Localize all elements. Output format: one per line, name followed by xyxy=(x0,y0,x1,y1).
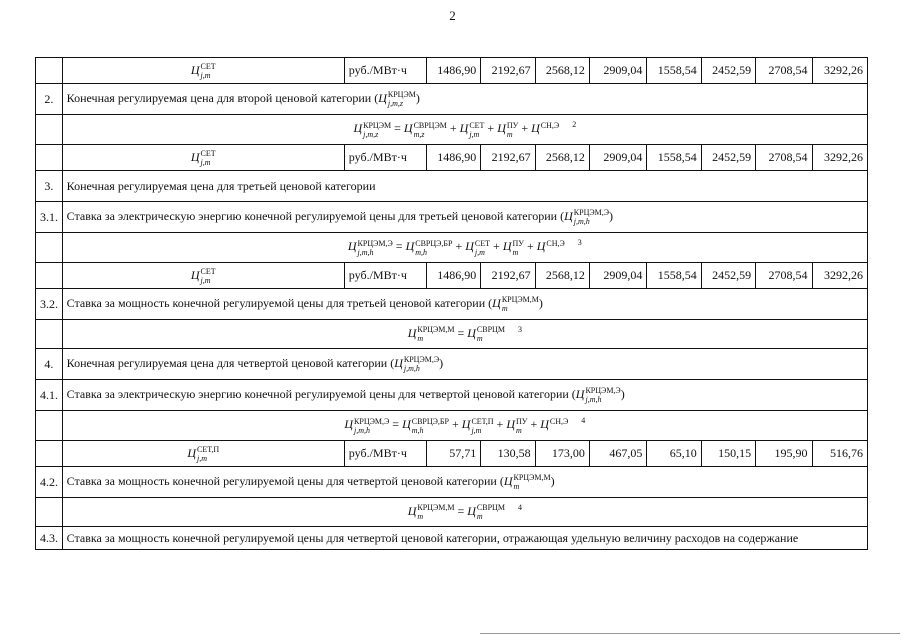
symbol-indices xyxy=(388,90,416,108)
section-row xyxy=(36,349,868,380)
symbol-indices xyxy=(477,503,505,521)
section-number: 4. xyxy=(36,349,63,380)
formula-cell xyxy=(62,411,867,441)
paren: ) xyxy=(415,90,420,105)
ts-symbol: Ц xyxy=(405,239,415,254)
symbol-superscript: СВРЦЭМ xyxy=(413,120,447,130)
symbol-superscript: СН,Э xyxy=(549,416,569,426)
symbol-subscript: j,m xyxy=(469,129,480,139)
ts-symbol: Ц xyxy=(378,90,387,105)
symbol-superscript: СЕТ xyxy=(200,148,216,158)
symbol-superscript: КРЦЭМ,М xyxy=(417,325,455,335)
table-row xyxy=(36,58,868,84)
symbol-subscript: j,m,h xyxy=(573,217,590,226)
symbol-subscript: m xyxy=(513,482,520,491)
row-number-cell xyxy=(36,411,63,441)
page-number: 2 xyxy=(449,8,456,23)
value-cell: 1486,90 xyxy=(426,263,480,289)
value-cell: 1486,90 xyxy=(426,145,480,171)
plus-sign: + xyxy=(530,417,538,432)
section-number: 2. xyxy=(36,84,63,115)
formula-row xyxy=(36,320,868,349)
symbol-superscript: КРЦЭМ,Э xyxy=(357,238,393,248)
symbol-subscript: m xyxy=(417,334,424,344)
plus-sign: + xyxy=(493,239,500,254)
symbol-subscript: m xyxy=(506,129,513,139)
symbol-superscript: КРЦЭМ,Э xyxy=(585,386,621,395)
symbol-superscript: СЕТ,П xyxy=(197,444,220,454)
section-text: Ставка за мощность конечной регулируемой цены для четвертой ценовой категории xyxy=(66,473,497,488)
formula-row xyxy=(36,233,868,263)
value-cell: 3292,26 xyxy=(812,58,868,84)
value-cell: 195,90 xyxy=(756,441,812,467)
value-cell: 2452,59 xyxy=(701,58,755,84)
symbol-subscript: j,m,h xyxy=(354,425,371,435)
section-description xyxy=(62,467,867,498)
value-cell: 3292,26 xyxy=(812,145,868,171)
value-cell: 1558,54 xyxy=(647,263,701,289)
symbol-superscript: СН,Э xyxy=(540,120,560,130)
unit-cell: руб./МВт·ч xyxy=(344,145,426,171)
paren: ( xyxy=(374,90,379,105)
section-text: Конечная регулируемая цена для второй ценовой категории xyxy=(66,90,372,105)
symbol-superscript: СЕТ xyxy=(469,120,485,130)
value-cell: 2568,12 xyxy=(535,263,589,289)
equals-sign: = xyxy=(392,417,400,432)
symbol-superscript: КРЦЭМ xyxy=(363,120,392,130)
unit-cell: руб./МВт·ч xyxy=(344,263,426,289)
row-number-cell xyxy=(36,320,63,349)
symbol-indices xyxy=(502,295,539,313)
section-description xyxy=(62,380,867,411)
value-cell: 1486,90 xyxy=(426,58,480,84)
paren: ( xyxy=(390,355,395,370)
symbol-indices xyxy=(469,121,484,139)
value-cell: 1558,54 xyxy=(647,145,701,171)
symbol-indices xyxy=(546,239,564,257)
equals-sign: = xyxy=(395,239,403,254)
section-number: 3. xyxy=(36,171,63,202)
ts-symbol: Ц xyxy=(190,62,200,77)
symbol-subscript: m xyxy=(476,512,483,522)
ts-symbol: Ц xyxy=(407,503,417,518)
equals-sign: = xyxy=(457,503,465,518)
formula-cell xyxy=(62,320,867,349)
paren: ) xyxy=(609,208,614,223)
value-cell: 2708,54 xyxy=(756,145,812,171)
ts-symbol: Ц xyxy=(402,417,411,432)
ts-symbol: Ц xyxy=(467,325,476,340)
ts-symbol: Ц xyxy=(506,417,515,432)
table-row xyxy=(36,441,868,467)
ts-symbol: Ц xyxy=(531,121,540,136)
symbol-superscript: СЕТ xyxy=(200,61,216,71)
value-cell: 516,76 xyxy=(812,441,868,467)
symbol-superscript: КРЦЭМ,Э xyxy=(354,416,390,426)
symbol-cell xyxy=(62,263,344,289)
table-row xyxy=(36,145,868,171)
value-cell: 2909,04 xyxy=(589,263,646,289)
symbol-subscript: m xyxy=(476,334,483,344)
value-cell: 2192,67 xyxy=(481,145,535,171)
symbol-indices xyxy=(354,417,389,435)
value-cell: 2909,04 xyxy=(589,58,646,84)
symbol-indices xyxy=(475,239,490,257)
ts-symbol: Ц xyxy=(407,325,417,340)
section-number: 4.1. xyxy=(36,380,63,411)
symbol-indices xyxy=(507,121,518,139)
row-number-cell xyxy=(36,441,63,467)
ts-symbol: Ц xyxy=(187,445,197,460)
symbol-superscript: КРЦЭМ,М xyxy=(501,295,539,304)
symbol-cell xyxy=(62,441,344,467)
plus-sign: + xyxy=(487,121,495,136)
section-description: Ставка за мощность конечной регулируемой цены для четвертой ценовой категории, отражающая удельную величину расходов на содержание xyxy=(62,527,867,550)
symbol-subscript: j,m,h xyxy=(357,247,374,257)
symbol-indices xyxy=(201,267,216,285)
section-description xyxy=(62,349,867,380)
ts-symbol: Ц xyxy=(403,121,413,136)
equals-sign: = xyxy=(394,121,401,136)
symbol-indices xyxy=(412,417,449,435)
section-row xyxy=(36,467,868,498)
symbol-subscript xyxy=(546,248,564,257)
symbol-subscript: j,m xyxy=(474,247,485,257)
paren: ( xyxy=(560,208,565,223)
row-number-cell xyxy=(36,263,63,289)
symbol-superscript: СВРЦМ xyxy=(476,503,505,513)
symbol-superscript: КРЦЭМ,Э xyxy=(573,208,610,217)
symbol-indices xyxy=(197,445,219,463)
symbol-subscript: j,m xyxy=(200,157,211,167)
section-row xyxy=(36,380,868,411)
symbol-superscript: СН,Э xyxy=(546,238,565,248)
footnote-marker: 4 xyxy=(517,502,522,512)
value-cell: 2192,67 xyxy=(481,58,535,84)
symbol-superscript: ПУ xyxy=(512,238,524,248)
row-number-cell xyxy=(36,115,63,145)
unit-cell: руб./МВт·ч xyxy=(344,441,426,467)
paren: ) xyxy=(538,295,543,310)
symbol-superscript: ПУ xyxy=(515,416,528,426)
symbol-subscript: j,m,h xyxy=(403,364,420,373)
footnote-marker: 2 xyxy=(572,120,577,130)
symbol-indices xyxy=(471,417,493,435)
symbol-indices xyxy=(541,121,559,139)
ts-symbol: Ц xyxy=(503,473,513,488)
symbol-subscript: j,m xyxy=(471,425,482,435)
symbol-superscript: СЕТ,П xyxy=(471,416,494,426)
symbol-superscript: КРЦЭМ,М xyxy=(513,473,551,482)
section-description xyxy=(62,84,867,115)
plus-sign: + xyxy=(526,239,534,254)
plus-sign: + xyxy=(521,121,529,136)
symbol-cell xyxy=(62,145,344,171)
paren: ( xyxy=(499,473,504,488)
ts-symbol: Ц xyxy=(344,417,354,432)
paren: ) xyxy=(550,473,555,488)
symbol-subscript: m,z xyxy=(413,129,425,139)
section-row xyxy=(36,84,868,115)
symbol-indices xyxy=(585,386,620,404)
symbol-subscript: j,m xyxy=(200,275,211,285)
symbol-subscript: j,m,z xyxy=(363,129,379,139)
value-cell: 2909,04 xyxy=(589,145,646,171)
symbol-subscript: m xyxy=(501,304,508,313)
formula-cell xyxy=(62,115,867,145)
value-cell: 2568,12 xyxy=(535,145,589,171)
symbol-subscript: m,h xyxy=(415,247,428,257)
section-row xyxy=(36,202,868,233)
symbol-superscript: СВРЦЭ,БР xyxy=(411,416,449,426)
unit-cell: руб./МВт·ч xyxy=(344,58,426,84)
symbol-subscript: j,m,h xyxy=(585,395,602,404)
footnote-marker: 3 xyxy=(517,324,522,334)
ts-symbol: Ц xyxy=(394,355,403,370)
symbol-indices xyxy=(417,503,454,521)
symbol-indices xyxy=(363,121,391,139)
ts-symbol: Ц xyxy=(540,417,549,432)
value-cell: 467,05 xyxy=(589,441,646,467)
symbol-cell xyxy=(62,58,344,84)
formula-cell xyxy=(62,233,867,263)
ts-symbol: Ц xyxy=(353,121,363,136)
ts-symbol: Ц xyxy=(459,121,469,136)
symbol-indices xyxy=(201,149,216,167)
value-cell: 173,00 xyxy=(535,441,589,467)
paren: ( xyxy=(571,386,576,401)
symbol-subscript: m xyxy=(515,425,522,435)
symbol-subscript: j,m xyxy=(200,70,211,80)
symbol-superscript: ПУ xyxy=(506,120,519,130)
row-number-cell xyxy=(36,145,63,171)
value-cell: 2192,67 xyxy=(481,263,535,289)
footnote-marker: 4 xyxy=(581,416,586,426)
ts-symbol: Ц xyxy=(575,386,585,401)
plus-sign: + xyxy=(449,121,457,136)
section-text: Ставка за электрическую энергию конечной регулируемой цены для третьей ценовой категории xyxy=(66,208,558,223)
section-row xyxy=(36,171,868,202)
value-cell: 2708,54 xyxy=(756,263,812,289)
section-row xyxy=(36,289,868,320)
symbol-superscript: СЕТ xyxy=(200,266,216,276)
symbol-subscript: j,m,z xyxy=(387,99,403,108)
paren: ) xyxy=(439,355,444,370)
value-cell: 2568,12 xyxy=(535,58,589,84)
symbol-superscript: СЕТ xyxy=(474,238,491,248)
symbol-superscript: КРЦЭМ,М xyxy=(417,503,455,513)
plus-sign: + xyxy=(451,417,459,432)
ts-symbol: Ц xyxy=(536,239,546,254)
symbol-subscript xyxy=(550,426,568,435)
value-cell: 150,15 xyxy=(701,441,755,467)
section-row xyxy=(36,527,868,550)
symbol-indices xyxy=(516,417,527,435)
ts-symbol: Ц xyxy=(461,417,471,432)
symbol-indices xyxy=(404,355,439,373)
formula-row xyxy=(36,411,868,441)
section-number: 4.2. xyxy=(36,467,63,498)
plus-sign: + xyxy=(496,417,504,432)
row-number-cell xyxy=(36,233,63,263)
symbol-superscript: СВРЦЭ,БР xyxy=(415,238,453,248)
symbol-superscript: СВРЦМ xyxy=(476,325,505,335)
value-cell: 57,71 xyxy=(426,441,480,467)
section-number: 3.2. xyxy=(36,289,63,320)
ts-symbol: Ц xyxy=(564,208,573,223)
plus-sign: + xyxy=(455,239,463,254)
paren: ) xyxy=(620,386,625,401)
section-description: Конечная регулируемая цена для третьей ценовой категории xyxy=(62,171,867,202)
symbol-superscript: КРЦЭМ xyxy=(387,90,416,99)
paren: ( xyxy=(488,295,493,310)
value-cell: 2452,59 xyxy=(701,145,755,171)
symbol-indices xyxy=(477,325,505,343)
footnote-marker: 3 xyxy=(577,238,582,248)
ts-symbol: Ц xyxy=(502,239,512,254)
section-description xyxy=(62,289,867,320)
symbol-indices xyxy=(415,239,452,257)
ts-symbol: Ц xyxy=(190,149,200,164)
symbol-indices xyxy=(574,208,609,226)
section-text: Ставка за электрическую энергию конечной регулируемой цены для четвертой ценовой категории xyxy=(66,386,569,401)
value-cell: 2452,59 xyxy=(701,263,755,289)
ts-symbol: Ц xyxy=(492,295,501,310)
symbol-indices xyxy=(512,239,523,257)
table-row xyxy=(36,263,868,289)
value-cell: 130,58 xyxy=(481,441,535,467)
row-number-cell xyxy=(36,498,63,527)
row-number-cell xyxy=(36,58,63,84)
section-number: 4.3. xyxy=(36,527,63,550)
symbol-subscript: j,m xyxy=(197,453,208,463)
value-cell: 3292,26 xyxy=(812,263,868,289)
formula-row xyxy=(36,498,868,527)
symbol-superscript: КРЦЭМ,Э xyxy=(403,355,440,364)
symbol-indices xyxy=(417,325,454,343)
section-text: Конечная регулируемая цена для четвертой ценовой категории xyxy=(66,355,388,370)
symbol-subscript: m xyxy=(512,247,519,257)
value-cell: 1558,54 xyxy=(647,58,701,84)
equals-sign: = xyxy=(457,325,465,340)
section-number: 3.1. xyxy=(36,202,63,233)
symbol-indices xyxy=(514,473,551,491)
value-cell: 2708,54 xyxy=(756,58,812,84)
symbol-indices xyxy=(550,417,568,435)
symbol-subscript: m,h xyxy=(411,425,424,435)
symbol-indices xyxy=(201,62,216,80)
symbol-indices xyxy=(414,121,447,139)
ts-symbol: Ц xyxy=(497,121,506,136)
tariff-table xyxy=(35,57,868,550)
page-bottom-rule xyxy=(480,633,900,635)
section-text: Ставка за мощность конечной регулируемой цены для третьей ценовой категории xyxy=(66,295,486,310)
symbol-subscript: m xyxy=(417,512,424,522)
value-cell: 65,10 xyxy=(647,441,701,467)
ts-symbol: Ц xyxy=(465,239,474,254)
ts-symbol: Ц xyxy=(347,239,357,254)
symbol-indices xyxy=(358,239,393,257)
section-description xyxy=(62,202,867,233)
formula-cell xyxy=(62,498,867,527)
ts-symbol: Ц xyxy=(190,267,200,282)
symbol-subscript xyxy=(541,130,559,139)
formula-row xyxy=(36,115,868,145)
ts-symbol: Ц xyxy=(467,503,476,518)
